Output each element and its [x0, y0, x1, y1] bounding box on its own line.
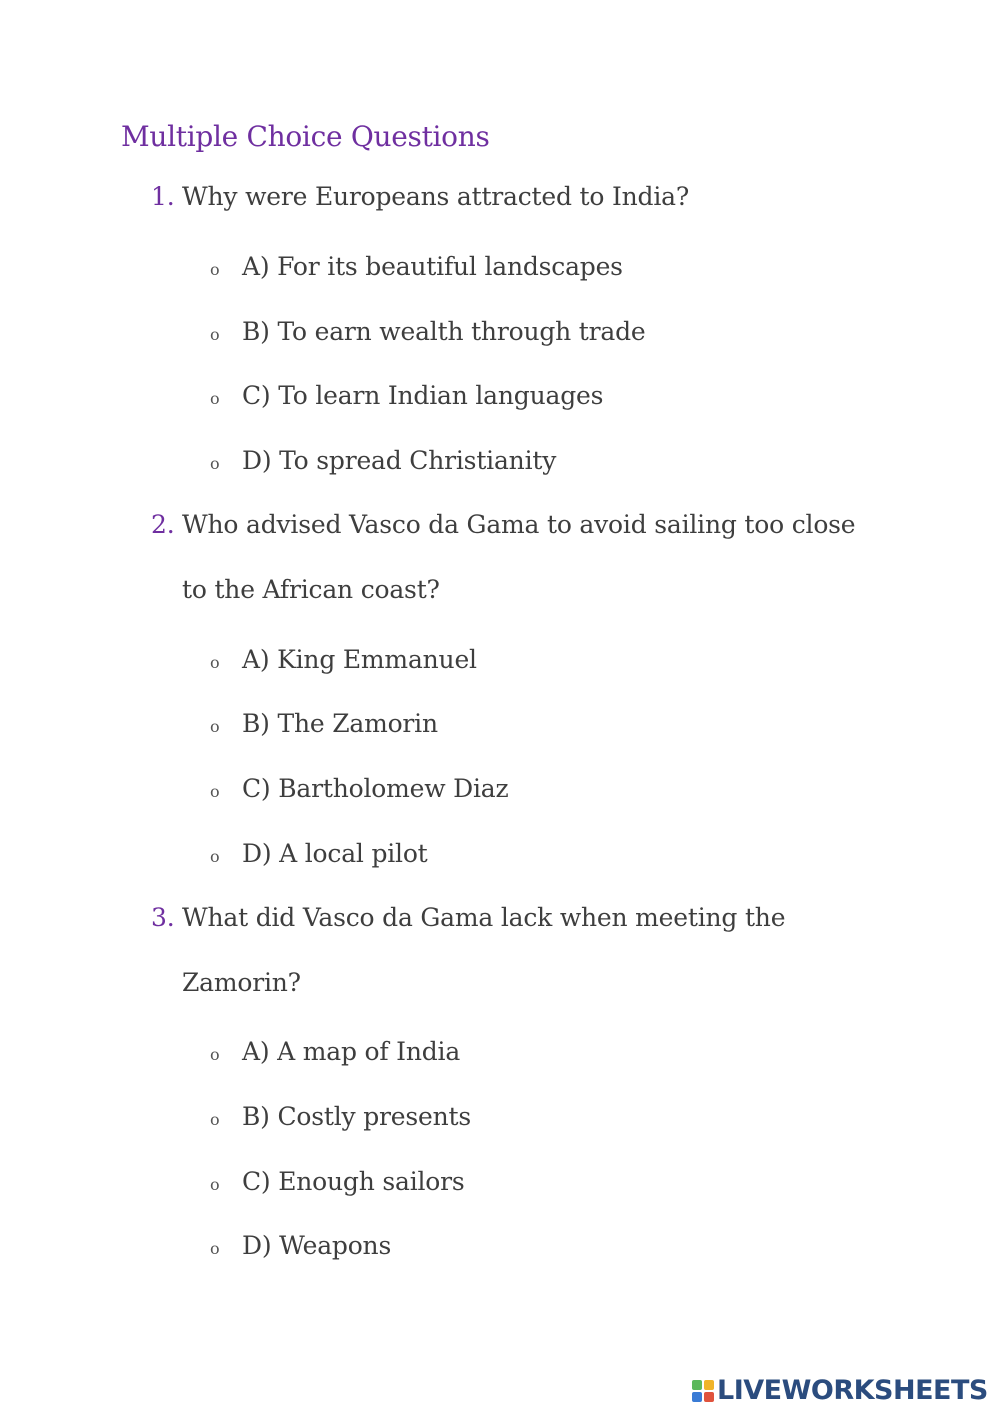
question-text-continued: Zamorin? — [182, 968, 301, 997]
circle-bullet-icon: o — [210, 1239, 220, 1258]
option-label: C) Enough sailors — [242, 1167, 465, 1196]
circle-bullet-icon: o — [210, 653, 220, 672]
logo-text: LIVEWORKSHEETS — [717, 1375, 988, 1406]
circle-bullet-icon: o — [210, 389, 220, 408]
option-label: A) A map of India — [242, 1037, 461, 1066]
logo-tile — [704, 1392, 714, 1402]
option-label: C) Bartholomew Diaz — [242, 774, 509, 803]
liveworksheets-logo — [692, 1376, 988, 1406]
circle-bullet-icon: o — [210, 847, 220, 866]
circle-bullet-icon: o — [210, 1110, 220, 1129]
option-label: A) For its beautiful landscapes — [242, 252, 623, 281]
option-item[interactable] — [0, 1169, 1000, 1209]
option-label: B) The Zamorin — [242, 709, 438, 738]
option-item[interactable] — [0, 383, 1000, 423]
option-item[interactable] — [0, 647, 1000, 687]
option-item[interactable] — [0, 319, 1000, 359]
option-label: B) Costly presents — [242, 1102, 471, 1131]
option-item[interactable] — [0, 1104, 1000, 1144]
question-text: Why were Europeans attracted to India? — [182, 182, 690, 211]
option-item[interactable] — [0, 1233, 1000, 1273]
option-label: D) A local pilot — [242, 839, 428, 868]
page-title: Multiple Choice Questions — [121, 120, 490, 153]
circle-bullet-icon: o — [210, 782, 220, 801]
circle-bullet-icon: o — [210, 325, 220, 344]
option-item[interactable] — [0, 254, 1000, 294]
question-number: 1. — [151, 182, 175, 211]
question-number: 2. — [151, 510, 175, 539]
circle-bullet-icon: o — [210, 1045, 220, 1064]
logo-tile — [704, 1380, 714, 1390]
question-text-continued: to the African coast? — [182, 575, 440, 604]
option-item[interactable] — [0, 1039, 1000, 1079]
option-label: B) To earn wealth through trade — [242, 317, 646, 346]
option-label: D) To spread Christianity — [242, 446, 557, 475]
option-item[interactable] — [0, 776, 1000, 816]
circle-bullet-icon: o — [210, 717, 220, 736]
logo-tile — [692, 1392, 702, 1402]
logo-tile — [692, 1380, 702, 1390]
circle-bullet-icon: o — [210, 454, 220, 473]
liveworksheets-mark-icon — [692, 1380, 714, 1402]
option-item[interactable] — [0, 841, 1000, 881]
option-label: D) Weapons — [242, 1231, 392, 1260]
circle-bullet-icon: o — [210, 1175, 220, 1194]
option-item[interactable] — [0, 448, 1000, 488]
option-item[interactable] — [0, 711, 1000, 751]
question-number: 3. — [151, 903, 175, 932]
circle-bullet-icon: o — [210, 260, 220, 279]
question-text: What did Vasco da Gama lack when meeting the — [182, 903, 786, 932]
option-label: A) King Emmanuel — [242, 645, 477, 674]
option-label: C) To learn Indian languages — [242, 381, 604, 410]
question-text: Who advised Vasco da Gama to avoid sailing too close — [182, 510, 856, 539]
